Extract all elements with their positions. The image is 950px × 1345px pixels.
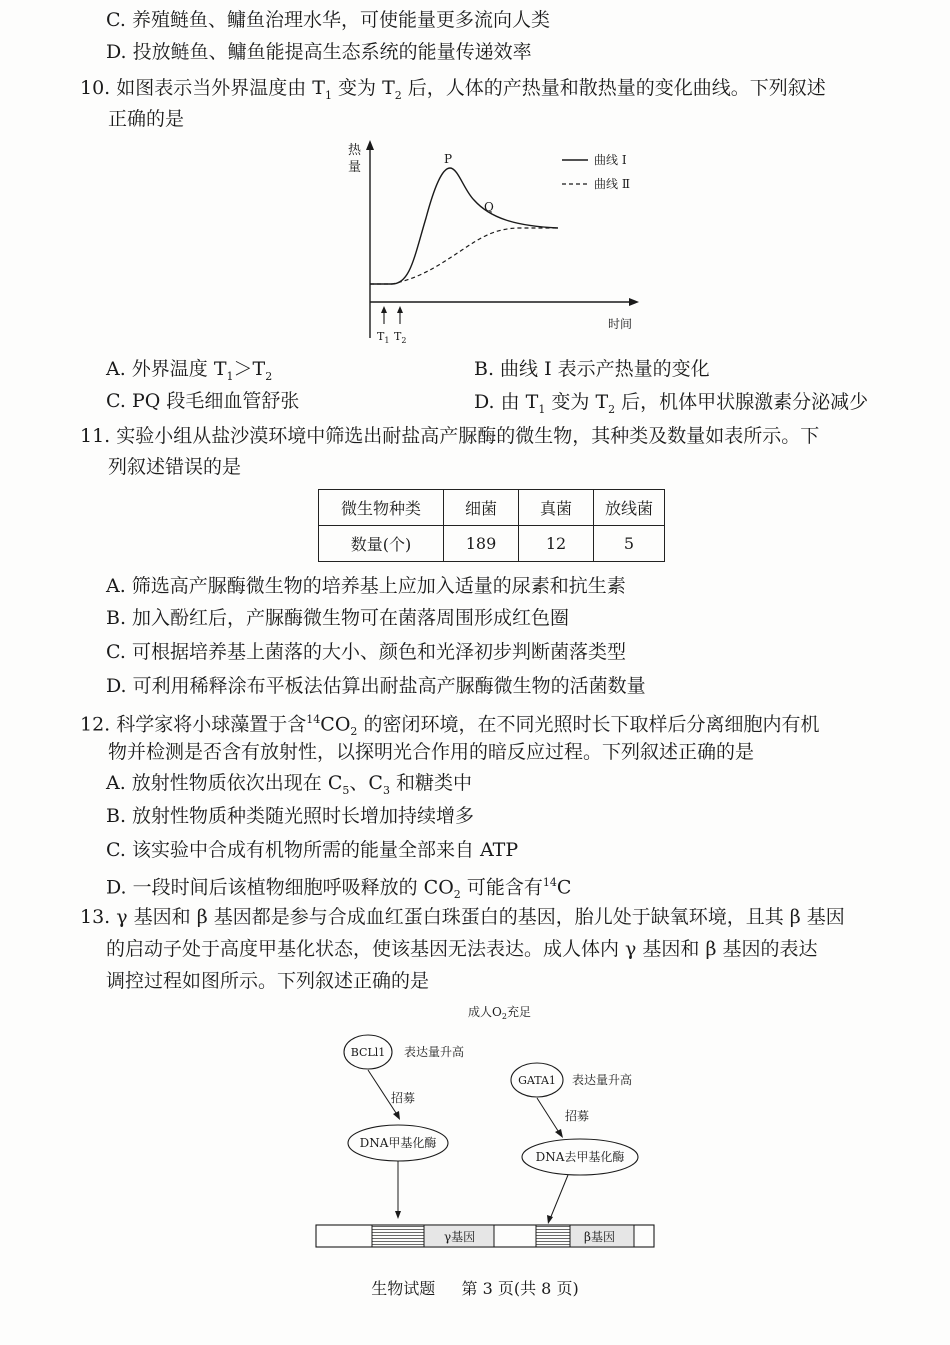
table-cell: 12 (519, 526, 594, 562)
question-number: 13. (80, 906, 111, 928)
beta-gene-label: β基因 (584, 1230, 615, 1244)
q9-option-c: C. 养殖鲢鱼、鳙鱼治理水华，可使能量更多流向人类 (106, 9, 550, 31)
footer-subject: 生物试题 (371, 1279, 436, 1298)
q10-option-b: B. 曲线 Ⅰ 表示产热量的变化 (474, 358, 710, 380)
bcl11-note: 表达量升高 (404, 1045, 465, 1059)
q12-option-c: C. 该实验中合成有机物所需的能量全部来自 ATP (106, 839, 519, 861)
recruit-arrow-2-line (537, 1098, 560, 1134)
q12-option-d: D. 一段时间后该植物细胞呼吸释放的 $CO_2$ 可能含有$^{14}$C (106, 876, 572, 902)
q11-option-a: A. 筛选高产脲酶微生物的培养基上应加入适量的尿素和抗生素 (106, 575, 626, 597)
t1-label: $T_1$ (377, 330, 390, 345)
beta-promoter (536, 1225, 570, 1247)
demethylase-arrow-line (550, 1175, 568, 1219)
table-row (319, 526, 665, 562)
table-cell: 5 (594, 526, 665, 562)
q10-stem-line2: 正确的是 (108, 108, 185, 130)
q11-stem-line2: 列叙述错误的是 (108, 456, 242, 478)
dna-demethylase-label: DNA去甲基化酶 (535, 1150, 625, 1164)
q12-option-b: B. 放射性物质种类随光照时长增加持续增多 (106, 805, 475, 827)
gata1-label: GATA1 (518, 1074, 556, 1087)
legend-curve-1: 曲线 Ⅰ (594, 153, 627, 167)
microbe-table (318, 489, 665, 562)
recruit-arrow-1-head (393, 1111, 400, 1120)
recruit-arrow-2-head (555, 1129, 563, 1138)
q11-option-b: B. 加入酚红后，产脲酶微生物可在菌落周围形成红色圈 (106, 607, 570, 629)
q13-stem-line3: 调控过程如图所示。下列叙述正确的是 (106, 970, 430, 992)
q13-stem-line2: 的启动子处于高度甲基化状态，使该基因无法表达。成人体内 γ 基因和 β 基因的表达 (106, 938, 818, 960)
q13-stem-line1: 13. γ 基因和 β 基因都是参与合成血红蛋白珠蛋白的基因，胎儿处于缺氧环境，且其 β 基因 (80, 906, 845, 928)
table-cell: 189 (444, 526, 519, 562)
q12-stem-line1: 12. 科学家将小球藻置于含$^{14}CO_2$ 的密闭环境，在不同光照时长下取样后分离细胞内有机 (80, 713, 820, 739)
t1-arrow-head (381, 306, 387, 313)
methylase-arrow-head (395, 1211, 401, 1219)
y-axis-arrow (366, 140, 374, 150)
x-axis-label: 时间 (608, 317, 633, 331)
table-row (319, 490, 665, 526)
y-axis-label-2: 量 (348, 160, 362, 175)
recruit-label-2: 招募 (565, 1109, 590, 1123)
q12-stem-line2: 物并检测是否含有放射性，以探明光合作用的暗反应过程。下列叙述正确的是 (108, 741, 755, 763)
q12-option-a: A. 放射性物质依次出现在 $C_5$、$C_3$ 和糖类中 (106, 772, 472, 797)
heat-curve-chart (330, 138, 650, 350)
bcl11-label: BCLl1 (350, 1046, 386, 1059)
gamma-promoter (372, 1225, 424, 1247)
q10-stem-line1: 10. 如图表示当外界温度由 $T_1$ 变为 $T_2$ 后，人体的产热量和散热量的变化曲线。下列叙述 (80, 77, 826, 102)
diagram-title: 成人$O_2$充足 (468, 1005, 531, 1021)
question-number: 11. (80, 425, 111, 447)
t2-label: $T_2$ (394, 330, 407, 345)
t2-arrow-head (397, 306, 403, 313)
curve-1-line (370, 168, 558, 284)
question-number: 12. (80, 713, 111, 736)
recruit-label-1: 招募 (391, 1091, 416, 1105)
table-header-cell: 细菌 (444, 490, 519, 526)
question-number: 10. (80, 77, 111, 99)
point-p-label: P (444, 152, 453, 166)
table-header-cell: 真菌 (519, 490, 594, 526)
q10-option-c: C. PQ 段毛细血管舒张 (106, 390, 300, 412)
legend-curve-2: 曲线 Ⅱ (594, 177, 630, 191)
point-q-label: Q (484, 200, 494, 214)
gamma-gene-label: γ基因 (444, 1230, 476, 1244)
y-axis-label-1: 热 (348, 143, 362, 158)
footer-page-number: 第 3 页(共 8 页) (461, 1279, 579, 1298)
q11-option-d: D. 可利用稀释涂布平板法估算出耐盐高产脲酶微生物的活菌数量 (106, 675, 646, 697)
q10-option-a: A. 外界温度 $T_1>T_2$ (106, 358, 273, 383)
q9-option-d: D. 投放鲢鱼、鳙鱼能提高生态系统的能量传递效率 (106, 41, 532, 63)
table-header-cell: 放线菌 (594, 490, 665, 526)
x-axis-arrow (629, 298, 639, 306)
gata1-note: 表达量升高 (572, 1073, 633, 1087)
table-header-cell: 微生物种类 (319, 490, 444, 526)
q11-stem-line1: 11. 实验小组从盐沙漠环境中筛选出耐盐高产脲酶的微生物，其种类及数量如表所示。下 (80, 425, 820, 447)
q10-option-d: D. 由 $T_1$ 变为 $T_2$ 后，机体甲状腺激素分泌减少 (474, 391, 869, 416)
table-cell: 数量(个) (319, 526, 444, 562)
demethylase-arrow-head (547, 1215, 553, 1224)
curve-2-line (370, 228, 558, 284)
q11-option-c: C. 可根据培养基上菌落的大小、颜色和光泽初步判断菌落类型 (106, 641, 626, 663)
gene-regulation-diagram (310, 1000, 662, 1256)
dna-methylase-label: DNA甲基化酶 (359, 1136, 437, 1150)
page-footer (0, 1276, 950, 1299)
